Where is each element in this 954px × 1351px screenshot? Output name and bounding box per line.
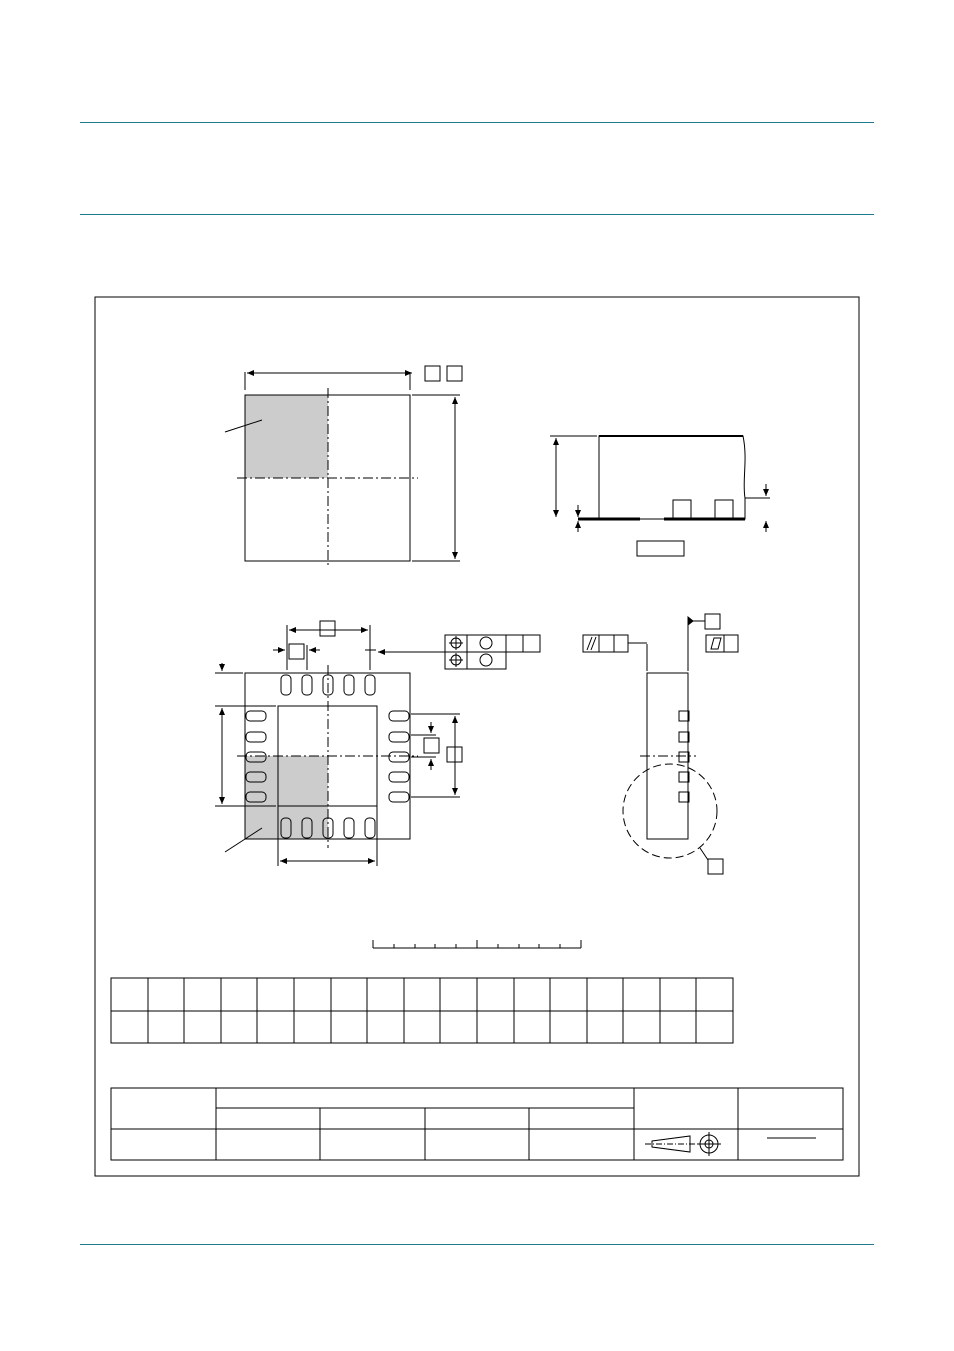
dimensions-table: [111, 978, 733, 1043]
projection-symbol-icon: [645, 1132, 721, 1156]
datum-box-icon: [447, 366, 462, 381]
datum-box-icon: [708, 859, 723, 874]
datum-box-icon: [424, 738, 439, 753]
side-view: [550, 436, 770, 556]
datum-box-icon: [705, 614, 720, 629]
references-table: [111, 1088, 843, 1160]
top-view: [225, 366, 462, 568]
pin1-area-top: [245, 395, 328, 478]
detail-side-view: [583, 614, 738, 874]
datum-box-icon: [425, 366, 440, 381]
datum-box-icon: [289, 644, 304, 659]
position-tolerance-frames: [445, 635, 540, 669]
drawing-frame: [95, 297, 859, 1176]
datum-box-icon: [320, 621, 335, 636]
pin1-area-bottom: [245, 756, 328, 839]
bottom-view: [215, 621, 462, 866]
scale-bar-icon: [373, 940, 581, 948]
